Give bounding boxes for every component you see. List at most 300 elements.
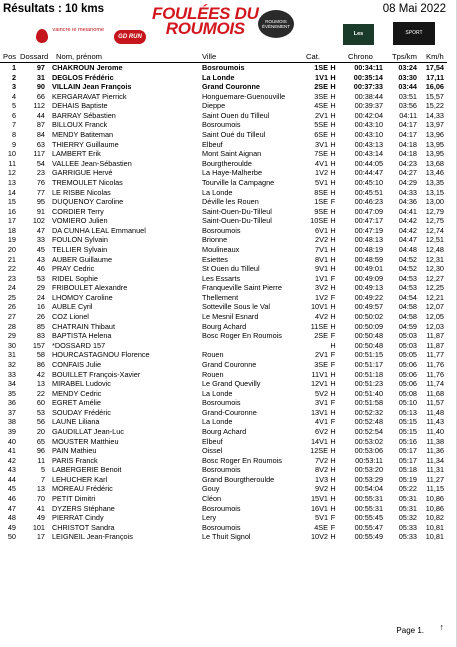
table-row <box>0 226 447 236</box>
cell-cat: 15V1 <box>310 494 328 504</box>
cell-name: EGRET Amélie <box>52 398 101 408</box>
cell-tps-km: 05:19 <box>398 474 417 484</box>
cell-chrono: 00:53:06 <box>354 446 383 456</box>
cell-pos: 48 <box>7 513 16 523</box>
cell-chrono: 00:51:58 <box>354 398 383 408</box>
cell-name: FOULON Sylvain <box>52 235 108 245</box>
cell-chrono: 00:38:44 <box>354 91 383 101</box>
cell-tps-km: 04:23 <box>398 158 417 168</box>
cell-cat: 3SE <box>314 91 328 101</box>
cell-tps-km: 05:05 <box>398 350 417 360</box>
cell-dossard: 53 <box>36 407 45 417</box>
cell-kmh: 15,57 <box>425 91 444 101</box>
cell-sexe: H <box>330 484 336 494</box>
table-row <box>0 456 447 466</box>
cell-tps-km: 04:52 <box>398 254 417 264</box>
cell-dossard: 17 <box>36 532 45 542</box>
cell-pos: 35 <box>7 388 16 398</box>
cell-tps-km: 05:17 <box>398 455 417 465</box>
cell-tps-km: 04:58 <box>398 302 417 312</box>
cell-sexe: H <box>330 254 336 264</box>
cell-pos: 28 <box>7 321 16 331</box>
table-row <box>0 427 447 437</box>
cell-pos: 15 <box>7 197 16 207</box>
cell-name: LE RISBE Nicolas <box>52 187 111 197</box>
roumois-evenement-logo: ROUMOIS ÉVÈNEMENT <box>258 10 294 38</box>
cell-sexe: H <box>330 225 336 235</box>
cell-chrono: 00:45:10 <box>354 177 383 187</box>
cell-name: LEHUCHER Karl <box>52 474 108 484</box>
cell-cat: 12SE <box>310 446 328 456</box>
cell-tps-km: 05:06 <box>398 379 417 389</box>
cell-dossard: 63 <box>36 139 45 149</box>
cell-tps-km: 04:29 <box>398 177 417 187</box>
cell-sexe: F <box>330 292 336 302</box>
cell-cat: 3V1 <box>315 139 328 149</box>
cell-dossard: 54 <box>36 158 45 168</box>
cell-chrono: 00:48:13 <box>354 235 383 245</box>
cell-dossard: 77 <box>36 187 45 197</box>
cell-name: RIDEL Sophie <box>52 273 98 283</box>
cell-sexe: H <box>330 82 336 92</box>
cell-sexe: H <box>330 158 336 168</box>
cell-pos: 45 <box>7 484 16 494</box>
table-row <box>0 130 447 140</box>
cell-cat: 1V2 <box>315 168 328 178</box>
cell-name: PRAY Cedric <box>52 264 95 274</box>
cell-chrono: 00:49:57 <box>354 302 383 312</box>
cell-name: PETIT Dimitri <box>52 494 96 504</box>
cell-kmh: 11,76 <box>426 359 444 369</box>
cell-tps-km: 05:33 <box>398 532 417 542</box>
cell-ville: Déville les Rouen <box>202 197 259 207</box>
table-row <box>0 264 447 274</box>
cell-kmh: 11,36 <box>426 446 444 456</box>
cell-ville: Elbeuf <box>202 139 223 149</box>
cell-ville: Saint-Ouen-Du-Tilleul <box>202 216 272 226</box>
cell-pos: 3 <box>11 82 16 92</box>
cell-sexe: H <box>330 436 336 446</box>
cell-ville: Brionne <box>202 235 228 245</box>
cell-dossard: 42 <box>36 369 45 379</box>
cell-tps-km: 03:24 <box>398 63 417 72</box>
table-row <box>0 120 447 130</box>
cell-dossard: 16 <box>36 302 45 312</box>
cell-cat: 4SE <box>314 101 328 111</box>
cell-name: LEIGNEIL Jean-François <box>52 532 133 542</box>
cell-pos: 14 <box>7 187 16 197</box>
cell-cat: 4V2 <box>315 312 328 322</box>
cell-dossard: 117 <box>33 149 45 159</box>
cell-pos: 43 <box>7 465 16 475</box>
table-row <box>0 168 447 178</box>
cell-name: CHRISTOT Sandra <box>52 522 115 532</box>
cell-name: COZ Lionel <box>52 312 89 322</box>
cell-dossard: 84 <box>36 130 45 140</box>
table-row <box>0 331 447 341</box>
cell-pos: 13 <box>7 177 16 187</box>
cell-kmh: 12,31 <box>425 254 444 264</box>
cell-kmh: 10,81 <box>425 522 444 532</box>
cell-kmh: 15,22 <box>425 101 444 111</box>
cell-pos: 23 <box>7 273 16 283</box>
cell-name: LABERGERIE Benoit <box>52 465 122 475</box>
cell-tps-km: 04:18 <box>398 149 417 159</box>
cell-pos: 7 <box>11 120 16 130</box>
table-row <box>0 465 447 475</box>
cell-cat: 5V2 <box>315 388 328 398</box>
cell-cat: 1SE <box>314 197 328 207</box>
cell-dossard: 86 <box>36 359 45 369</box>
cell-tps-km: 05:17 <box>398 446 417 456</box>
ribbon-icon <box>36 29 48 43</box>
cell-kmh: 11,43 <box>426 417 444 427</box>
cell-pos: 47 <box>7 503 16 513</box>
col-kmh: Km/h <box>426 52 444 61</box>
cell-dossard: 5 <box>40 465 45 475</box>
cell-pos: 18 <box>7 225 16 235</box>
cell-name: PARIS Franck <box>52 455 98 465</box>
cell-name: GARRIGUE Hervé <box>52 168 113 178</box>
cell-chrono: 00:51:17 <box>354 359 383 369</box>
cell-cat: 7SE <box>314 149 328 159</box>
table-row <box>0 73 447 83</box>
table-row <box>0 322 447 332</box>
cell-cat: 8V2 <box>315 465 328 475</box>
cell-dossard: 83 <box>36 331 45 341</box>
cell-chrono: 00:47:09 <box>354 206 383 216</box>
table-header <box>0 51 447 63</box>
cell-dossard: 97 <box>36 63 45 72</box>
cell-name: BILLOUX Franck <box>52 120 108 130</box>
cell-chrono: 00:48:19 <box>354 244 383 254</box>
cell-sexe: H <box>330 283 336 293</box>
cell-ville: Bourgtheroulde <box>202 158 252 168</box>
cell-sexe: F <box>330 350 336 360</box>
cell-dossard: 66 <box>36 91 45 101</box>
cell-tps-km: 04:47 <box>398 235 417 245</box>
cell-kmh: 13,00 <box>425 197 444 207</box>
cell-dossard: 95 <box>36 197 45 207</box>
cell-dossard: 45 <box>36 244 45 254</box>
cell-pos: 17 <box>7 216 16 226</box>
cell-chrono: 00:43:14 <box>354 149 383 159</box>
cell-name: LHOMOY Caroline <box>52 292 113 302</box>
page-number: Page 1. <box>396 626 424 635</box>
cell-pos: 42 <box>7 455 16 465</box>
cell-tps-km: 04:41 <box>398 206 417 216</box>
table-row <box>0 341 447 351</box>
cell-cat: 8V1 <box>315 254 328 264</box>
cell-kmh: 12,30 <box>425 264 444 274</box>
cell-name: VALLEE Jean-Sébastien <box>52 158 132 168</box>
cell-ville: Bosroumois <box>202 522 241 532</box>
cell-ville: Tourville la Campagne <box>202 177 275 187</box>
cell-tps-km: 05:31 <box>398 494 417 504</box>
cell-pos: 44 <box>7 474 16 484</box>
cell-pos: 11 <box>8 158 16 168</box>
col-dossard: Dossard <box>20 52 49 61</box>
cell-cat: 6V2 <box>315 426 328 436</box>
table-row <box>0 302 447 312</box>
cell-chrono: 00:53:20 <box>354 465 383 475</box>
cell-kmh: 11,31 <box>426 465 444 475</box>
cell-dossard: 44 <box>36 110 45 120</box>
cell-sexe: F <box>330 398 336 408</box>
cell-chrono: 00:39:37 <box>354 101 383 111</box>
cell-chrono: 00:37:33 <box>353 82 383 92</box>
cell-sexe: H <box>330 244 336 254</box>
cell-name: PIERRAT Cindy <box>52 513 104 523</box>
table-row <box>0 350 447 360</box>
cell-name: SOUDAY Frédéric <box>52 407 111 417</box>
cell-cat: 7V2 <box>315 455 328 465</box>
cell-tps-km: 04:52 <box>398 264 417 274</box>
table-row <box>0 82 447 92</box>
cell-sexe: H <box>330 426 336 436</box>
cell-chrono: 00:46:23 <box>354 197 383 207</box>
cell-pos: 21 <box>7 254 16 264</box>
cell-sexe: F <box>330 513 336 523</box>
cell-dossard: 87 <box>36 120 45 130</box>
cell-dossard: 20 <box>36 426 45 436</box>
cell-dossard: 102 <box>32 216 45 226</box>
cell-ville: Grand-Couronne <box>202 407 257 417</box>
cell-cat: 10SE <box>310 216 328 226</box>
table-row <box>0 188 447 198</box>
cell-kmh: 12,03 <box>425 321 444 331</box>
cell-name: BAPTISTA Helena <box>52 331 112 341</box>
cell-dossard: 65 <box>36 436 45 446</box>
cell-pos: 2 <box>11 72 16 82</box>
cell-kmh: 12,51 <box>425 235 444 245</box>
cell-kmh: 11,34 <box>426 455 444 465</box>
cell-sexe: F <box>330 417 336 427</box>
cell-kmh: 11,76 <box>426 369 444 379</box>
cell-cat: 13V1 <box>310 407 328 417</box>
cell-cat: 10V1 <box>310 302 328 312</box>
cell-kmh: 13,15 <box>425 187 444 197</box>
cell-name: FRIBOULET Alexandre <box>52 283 128 293</box>
cell-dossard: 85 <box>36 321 45 331</box>
cell-cat: 8SE <box>314 187 328 197</box>
cell-sexe: H <box>330 63 336 72</box>
cell-pos: 6 <box>11 110 16 120</box>
cell-ville: Bosc Roger En Roumois <box>202 331 282 341</box>
cell-ville: Rouen <box>202 350 224 360</box>
cell-pos: 37 <box>7 407 16 417</box>
cell-chrono: 00:55:49 <box>354 532 383 542</box>
cell-name: HOURCASTAGNOU Florence <box>52 350 150 360</box>
cell-cat: 6V1 <box>315 225 328 235</box>
cell-cat: 6SE <box>314 130 328 140</box>
table-row <box>0 475 447 485</box>
cell-dossard: 58 <box>36 350 45 360</box>
cell-ville: Le Grand Quevilly <box>202 379 261 389</box>
cell-kmh: 12,79 <box>425 206 444 216</box>
cell-ville: La Londe <box>202 72 235 82</box>
cell-cat: 9SE <box>314 206 328 216</box>
cell-name: MENDY Batiteman <box>52 130 114 140</box>
cell-kmh: 11,87 <box>426 340 444 350</box>
cell-cat: 16V1 <box>310 503 328 513</box>
cell-ville: Esiettes <box>202 254 228 264</box>
cell-name: MENDY Cedric <box>52 388 102 398</box>
cell-sexe: H <box>330 149 336 159</box>
cell-dossard: 31 <box>36 72 45 82</box>
table-row <box>0 216 447 226</box>
table-row <box>0 63 447 73</box>
cell-dossard: 7 <box>40 474 45 484</box>
cell-chrono: 00:34:11 <box>354 63 383 72</box>
cell-kmh: 11,57 <box>426 398 444 408</box>
cell-chrono: 00:43:13 <box>354 139 383 149</box>
cell-kmh: 12,05 <box>425 312 444 322</box>
cell-ville: Grand Couronne <box>202 82 260 92</box>
cell-cat: 2V1 <box>315 350 328 360</box>
cell-sexe: H <box>330 503 336 513</box>
cell-dossard: 29 <box>36 283 45 293</box>
cell-name: VOMIERO Julien <box>52 216 108 226</box>
cell-kmh: 12,27 <box>425 273 444 283</box>
cell-kmh: 13,95 <box>425 139 444 149</box>
cell-ville: Bosroumois <box>202 398 241 408</box>
cell-kmh: 12,75 <box>425 216 444 226</box>
cell-sexe: H <box>330 168 336 178</box>
table-row <box>0 207 447 217</box>
cell-sexe: H <box>330 72 336 82</box>
cell-sexe: H <box>330 379 336 389</box>
cell-sexe: H <box>330 369 336 379</box>
cell-pos: 33 <box>7 369 16 379</box>
cell-cat: 1V1 <box>315 72 328 82</box>
cell-sexe: F <box>330 273 336 283</box>
cell-ville: Gouy <box>202 484 220 494</box>
cell-dossard: 96 <box>36 446 45 456</box>
cell-dossard: 43 <box>36 254 45 264</box>
cell-chrono: 00:44:47 <box>354 168 383 178</box>
cell-ville: Bosroumois <box>202 63 245 72</box>
cell-kmh: 10,86 <box>425 503 444 513</box>
table-row <box>0 312 447 322</box>
cell-kmh: 12,48 <box>425 244 444 254</box>
cell-cat: 3V1 <box>315 398 328 408</box>
table-row <box>0 360 447 370</box>
cell-kmh: 11,38 <box>426 436 444 446</box>
cell-dossard: 46 <box>36 264 45 274</box>
cell-tps-km: 03:30 <box>398 72 417 82</box>
cell-name: MIRABEL Ludovic <box>52 379 111 389</box>
table-row <box>0 101 447 111</box>
cell-name: *DOSSARD 157 <box>52 340 106 350</box>
table-row <box>0 159 447 169</box>
cell-ville: Grand Bourgtheroulde <box>202 474 275 484</box>
cell-dossard: 13 <box>36 379 45 389</box>
table-row <box>0 446 447 456</box>
cell-sexe: H <box>330 91 336 101</box>
cell-sexe: H <box>330 465 336 475</box>
event-date: 08 Mai 2022 <box>382 3 446 15</box>
brand-line-1: FOULÉES DU <box>152 4 259 23</box>
table-row <box>0 379 447 389</box>
cell-cat: 11V1 <box>311 369 328 379</box>
cell-ville: Honguemare-Guenouville <box>202 91 286 101</box>
cell-chrono: 00:51:40 <box>354 388 383 398</box>
cell-ville: La Londe <box>202 417 233 427</box>
cell-pos: 22 <box>7 264 16 274</box>
table-row <box>0 111 447 121</box>
cell-name: DEHAIS Baptiste <box>52 101 108 111</box>
cell-ville: Le Mesnil Esnard <box>202 312 259 322</box>
cell-ville: Oissel <box>202 446 223 456</box>
cell-tps-km: 04:54 <box>398 292 417 302</box>
cell-tps-km: 04:48 <box>398 244 417 254</box>
cell-name: DA CUNHA LEAL Emmanuel <box>52 225 146 235</box>
cell-pos: 5 <box>11 101 16 111</box>
cell-dossard: 13 <box>36 484 45 494</box>
cell-tps-km: 03:51 <box>398 91 417 101</box>
cell-pos: 46 <box>7 494 16 504</box>
cell-pos: 10 <box>7 149 16 159</box>
table-row <box>0 523 447 533</box>
cell-chrono: 00:51:23 <box>354 379 383 389</box>
cell-sexe: H <box>330 187 336 197</box>
cell-dossard: 24 <box>36 292 45 302</box>
cell-ville: St Ouen du Tilleul <box>202 264 260 274</box>
cell-chrono: 00:49:09 <box>354 273 383 283</box>
results-title: Résultats : 10 kms <box>3 3 104 15</box>
cell-dossard: 56 <box>36 417 45 427</box>
cell-ville: Franqueville Saint Pierre <box>202 283 282 293</box>
cell-chrono: 00:52:32 <box>354 407 383 417</box>
cell-chrono: 00:43:10 <box>354 120 383 130</box>
cell-cat: 4V1 <box>315 158 328 168</box>
table-row <box>0 417 447 427</box>
cell-kmh: 13,95 <box>425 149 444 159</box>
cell-tps-km: 04:42 <box>398 216 417 226</box>
cell-sexe: H <box>330 139 336 149</box>
cell-ville: Bourg Achard <box>202 426 247 436</box>
cell-pos: 26 <box>7 302 16 312</box>
cell-dossard: 11 <box>37 455 45 465</box>
cell-tps-km: 05:13 <box>398 407 417 417</box>
cell-ville: Elbeuf <box>202 436 223 446</box>
cell-cat: 5V1 <box>315 177 328 187</box>
cell-tps-km: 04:27 <box>398 168 417 178</box>
table-row <box>0 484 447 494</box>
cell-dossard: 101 <box>32 522 45 532</box>
cell-dossard: 47 <box>36 225 45 235</box>
cell-chrono: 00:53:29 <box>354 474 383 484</box>
col-tps-km: Tps/km <box>392 52 417 61</box>
brand-line-2: ROUMOIS <box>165 19 245 38</box>
cell-kmh: 12,07 <box>425 302 444 312</box>
cell-ville: Bourg Achard <box>202 321 247 331</box>
cell-name: PAIN Mathieu <box>52 446 97 456</box>
cell-dossard: 41 <box>36 503 45 513</box>
arrow-up-icon[interactable]: ↑ <box>439 622 444 632</box>
cell-name: MOREAU Frédéric <box>52 484 113 494</box>
table-row <box>0 255 447 265</box>
cell-sexe: H <box>330 446 336 456</box>
cell-tps-km: 04:33 <box>398 187 417 197</box>
les-pinsons-logo: Les <box>343 24 374 45</box>
table-row <box>0 494 447 504</box>
cell-pos: 12 <box>7 168 16 178</box>
cell-ville: Sotteville Sous le Val <box>202 302 271 312</box>
cell-ville: Mont Saint Aignan <box>202 149 262 159</box>
cell-tps-km: 04:18 <box>398 139 417 149</box>
